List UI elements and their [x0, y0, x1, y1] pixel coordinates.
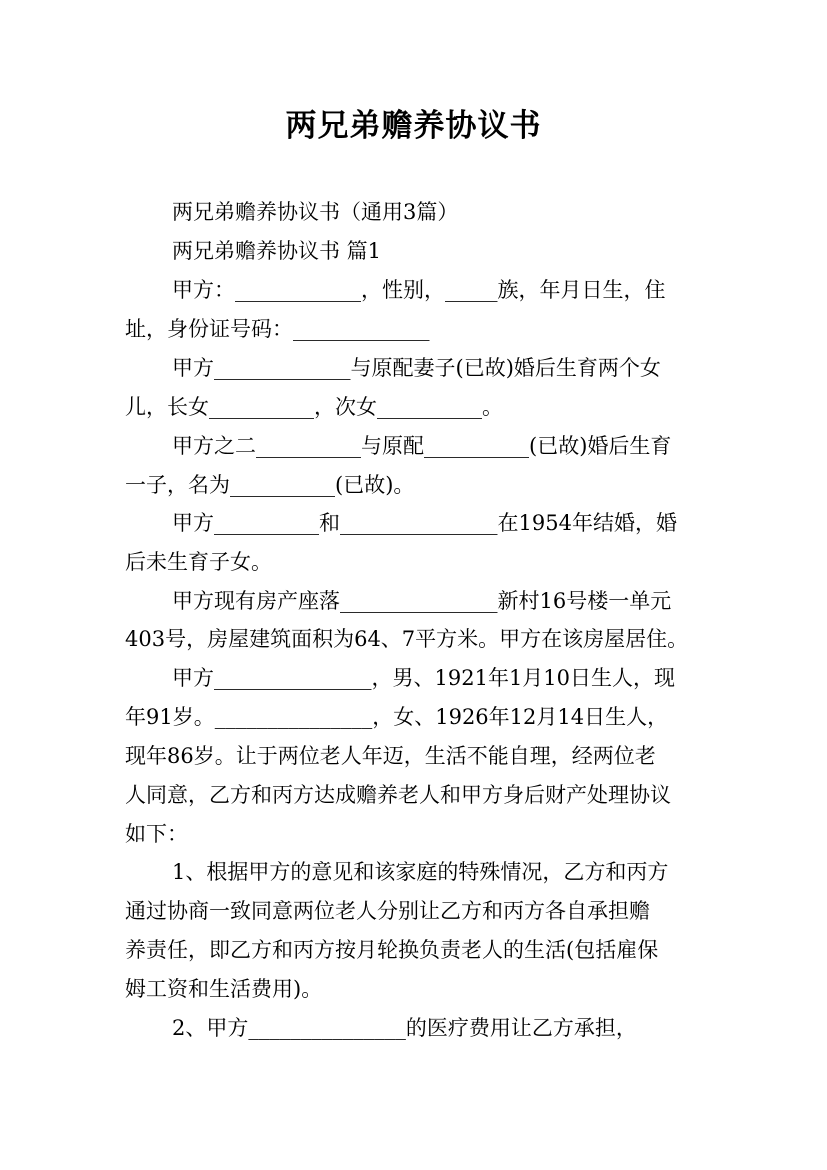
paragraph-line: 址，身份证号码：_____________ — [125, 317, 430, 341]
paragraph-line: 两兄弟赡养协议书（通用3篇） — [172, 200, 459, 224]
paragraph-line: 年91岁。_______________，女、1926年12月14日生人， — [125, 705, 669, 729]
paragraph-line: 2、甲方_______________的医疗费用让乙方承担， — [172, 1016, 637, 1040]
paragraph-line: 人同意，乙方和丙方达成赡养老人和甲方身后财产处理协议 — [125, 783, 671, 807]
paragraph-line: 1、根据甲方的意见和该家庭的特殊情况，乙方和丙方 — [172, 860, 669, 884]
document-title: 两兄弟赡养协议书 — [285, 108, 542, 144]
paragraph-line: 甲方：____________，性别，_____族，年月日生，住 — [172, 278, 666, 302]
paragraph-line: 现年86岁。让于两位老人年迈，生活不能自理，经两位老 — [125, 744, 656, 768]
paragraph-line: 如下： — [125, 822, 188, 846]
paragraph-line: 甲方现有房产座落_______________新村16号楼一单元 — [172, 589, 672, 613]
paragraph-line: 一子，名为__________(已故)。 — [125, 473, 415, 497]
paragraph-line: 通过协商一致同意两位老人分别让乙方和丙方各自承担赡 — [125, 899, 650, 923]
paragraph-line: 姆工资和生活费用)。 — [125, 977, 323, 1001]
paragraph-line: 甲方_____________与原配妻子(已故)婚后生育两个女 — [172, 356, 661, 380]
paragraph-line: 儿，长女__________，次女__________。 — [125, 395, 503, 419]
paragraph-line: 养责任，即乙方和丙方按月轮换负责老人的生活(包括雇保 — [125, 938, 659, 962]
paragraph-line: 甲方_______________，男、1921年1月10日生人，现 — [172, 666, 676, 690]
paragraph-line: 后未生育子女。 — [125, 550, 272, 574]
paragraph-line: 两兄弟赡养协议书 篇1 — [172, 239, 382, 263]
paragraph-line: 403号，房屋建筑面积为64、7平方米。甲方在该房屋居住。 — [125, 627, 689, 651]
paragraph-line: 甲方__________和_______________在1954年结婚，婚 — [172, 511, 677, 535]
paragraph-line: 甲方之二__________与原配__________(已故)婚后生育 — [172, 434, 672, 458]
